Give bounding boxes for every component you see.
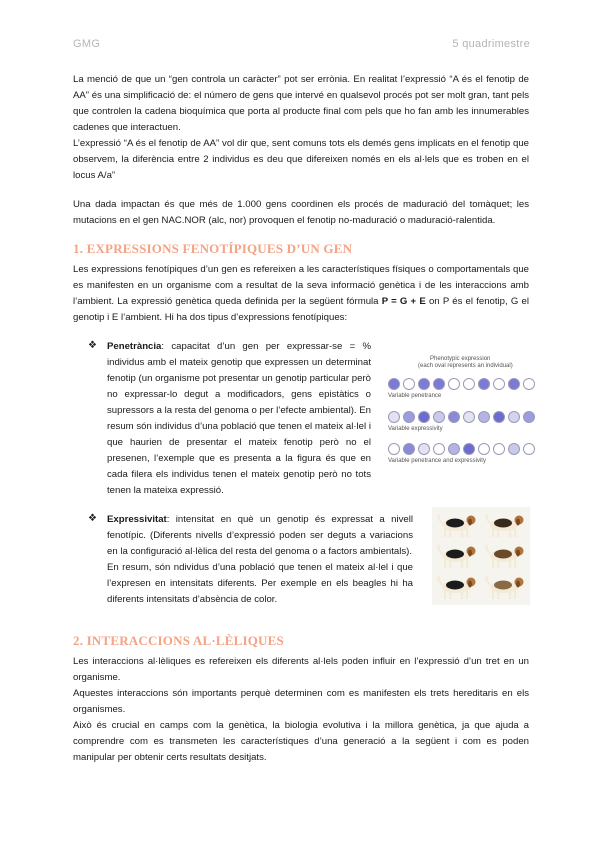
- expressivity-dot-row: [388, 411, 535, 423]
- individual-oval: [418, 378, 430, 390]
- individual-oval: [388, 411, 400, 423]
- individual-oval: [418, 443, 430, 455]
- individual-oval: [463, 411, 475, 423]
- penetrance-text: : capacitat d’un gen per expressar-se = % individus amb el mateix genotip que expressen un determinat fenotip (un organisme pot presentar un genotip particular però no expressar-lo degut a modificadors, gens epistàtics o supressors a la resta del genoma o per l’efecte ambiental). En resum són individus d’una població que tenen el mateix al·lel i que haurien de presentar el mateix fenotip però no el presenen, l’exemple que es presenta a la figura és que en cada filera els individus tenen el mateix genotip però no tots tenen la mateixa expressió.: [107, 341, 371, 496]
- expressivity-text-1: : intensitat en què un genotip és expressat a nivell fenotípic. (Diferents nivells d’expressió poden ser deguts a variacions en la configuració al·lèlica del resta del genoma o a factors ambientals).: [107, 514, 413, 557]
- individual-oval: [463, 443, 475, 455]
- individual-oval: [403, 378, 415, 390]
- individual-oval: [418, 411, 430, 423]
- individual-oval: [508, 443, 520, 455]
- expressivity-term: Expressivitat: [107, 514, 167, 525]
- figure-subtitle: (each oval represents an individual): [418, 363, 513, 369]
- section2-paragraph-2: Aquestes interaccions són importants perquè determinen com es manifesten els trets hereditaris en els organismes.: [73, 688, 529, 715]
- section1-intro-text: Les expressions fenotípiques d’un gen es refereixen a les característiques físiques o comportamentals que es manifesten en un organisme com a resultat de la seva informació genètica i de les interaccions amb l’ambient. La expressió genètica queda definida per la següent fórmula: [73, 264, 529, 307]
- individual-oval: [493, 411, 505, 423]
- individual-oval: [403, 411, 415, 423]
- individual-oval: [478, 443, 490, 455]
- header-left: GMG: [73, 38, 101, 50]
- section2-paragraph-1: Les interaccions al·lèliques es refereixen els diferents al·lels poden influir en l’expressió d’un tret en un organisme.: [73, 656, 529, 683]
- individual-oval: [523, 411, 535, 423]
- individual-oval: [493, 378, 505, 390]
- expressivity-text-2: En resum, són ndividus d’una població que tenen el mateix al·lel i que l’expresen en intensitats diferents. Per exemple en els beagles hi ha diferents intensitats d’absència de color.: [107, 562, 413, 605]
- intro-block: [73, 72, 529, 184]
- row3-label: Variable penetrance and expressivity: [388, 458, 486, 464]
- beagles-figure: [432, 507, 530, 605]
- section2-heading: 2. INTERACCIONS AL·LÈLIQUES: [73, 633, 284, 648]
- section1-intro: [73, 262, 529, 326]
- individual-oval: [463, 378, 475, 390]
- individual-oval: [448, 411, 460, 423]
- intro-paragraph-3: Una dada impactan és que més de 1.000 gens coordinen els procés de maduració del tomàquet; les mutacions en el gen NAC.NOR (alc, nor) provoquen el fenotip no-maduració o maduració-ralentida.: [73, 199, 529, 226]
- section1-heading: 1. EXPRESSIONS FENOTÍPIQUES D’UN GEN: [73, 241, 353, 256]
- expressivity-bullet: [107, 512, 413, 608]
- individual-oval: [433, 443, 445, 455]
- individual-oval: [523, 443, 535, 455]
- formula: P = G + E: [381, 296, 426, 307]
- individual-oval: [403, 443, 415, 455]
- section1-intro-text-end: on P és el fenotip, G el genotip i E l’ambient. Hi ha dos tipus d’expressions fenotípiques:: [73, 296, 529, 323]
- individual-oval: [493, 443, 505, 455]
- combined-dot-row: [388, 443, 535, 455]
- penetrance-term: Penetrància: [107, 341, 162, 352]
- individual-oval: [448, 443, 460, 455]
- row1-label: Variable penetrance: [388, 393, 442, 399]
- individual-oval: [478, 411, 490, 423]
- intro-paragraph-1: La menció de que un “gen controla un caràcter” pot ser errònia. En realitat l’expressió “A és el fenotip de AA” és una simplificació de: el número de gens que intervé en qualsevol procés pot ser molt gran, tant pels que controlen la cadena bioquímica que porta al producte final com pels que ho fan amb les innumerables cadenes que interactuen.: [73, 74, 529, 133]
- phenotypic-expression-figure: [388, 356, 528, 468]
- row2-label: Variable expressivity: [388, 426, 443, 432]
- individual-oval: [448, 378, 460, 390]
- individual-oval: [523, 378, 535, 390]
- individual-oval: [388, 443, 400, 455]
- figure-title: Phenotypic expression: [430, 356, 491, 362]
- intro-paragraph-2: L’expressió “A és el fenotip de AA” vol dir que, sent comuns tots els demés gens implicats en el fenotip que observem, la diferència entre 2 individus es deu que difereixen només en els al·lels que es troben en el locus A/a”: [73, 138, 529, 181]
- header-right: 5 quadrimestre: [452, 38, 530, 50]
- individual-oval: [508, 378, 520, 390]
- individual-oval: [433, 378, 445, 390]
- individual-oval: [478, 378, 490, 390]
- penetrance-dot-row: [388, 378, 535, 390]
- individual-oval: [433, 411, 445, 423]
- section2-paragraph-3: Això és crucial en camps com la genètica, la biologia evolutiva i la millora genètica, ja que ajuda a comprendre com es transmeten les característiques d’una generació a la següent i com es poden manipular per obtenir certs resultats desitjats.: [73, 720, 529, 763]
- diamond-bullet-icon: ❖: [88, 513, 97, 524]
- individual-oval: [508, 411, 520, 423]
- individual-oval: [388, 378, 400, 390]
- section2-body: [73, 654, 529, 766]
- diamond-bullet-icon: ❖: [88, 340, 97, 351]
